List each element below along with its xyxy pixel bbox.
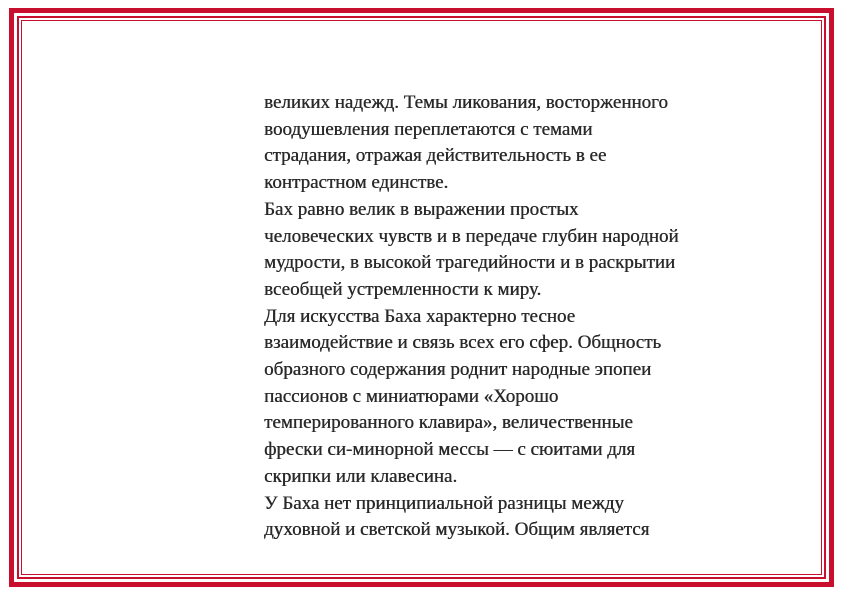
text-line: великих надежд. Темы ликования, восторженного bbox=[264, 92, 668, 113]
text-line: Для искусства Баха характерно тесное bbox=[264, 305, 576, 327]
text-line: духовной и светской музыкой. Общим является bbox=[264, 519, 650, 541]
text-line: контрастном единстве. bbox=[264, 172, 449, 194]
text-line: образного содержания роднит народные эпопеи bbox=[264, 359, 652, 381]
text-line: всеобщей устремленности к миру. bbox=[264, 278, 542, 300]
text-line: мудрости, в высокой трагедийности и в раскрытии bbox=[264, 252, 676, 274]
text-line: пассионов с миниатюрами «Хорошо bbox=[264, 385, 559, 407]
text-line: темперированного клавира», величественные bbox=[264, 412, 633, 434]
text-line: скрипки или клавесина. bbox=[264, 465, 458, 487]
text-line: человеческих чувств и в передаче глубин народной bbox=[264, 225, 679, 247]
body-text bbox=[264, 90, 759, 544]
text-line: взаимодействие и связь всех его сфер. Общность bbox=[264, 332, 662, 354]
text-line: воодушевления переплетаются с темами bbox=[264, 118, 593, 140]
text-line: страдания, отражая действительность в ее bbox=[264, 145, 607, 167]
text-line: Бах равно велик в выражении простых bbox=[264, 198, 579, 220]
text-line: У Баха нет принципиальной разницы между bbox=[264, 492, 624, 514]
text-line: фрески си-минорной мессы — с сюитами для bbox=[264, 439, 636, 461]
